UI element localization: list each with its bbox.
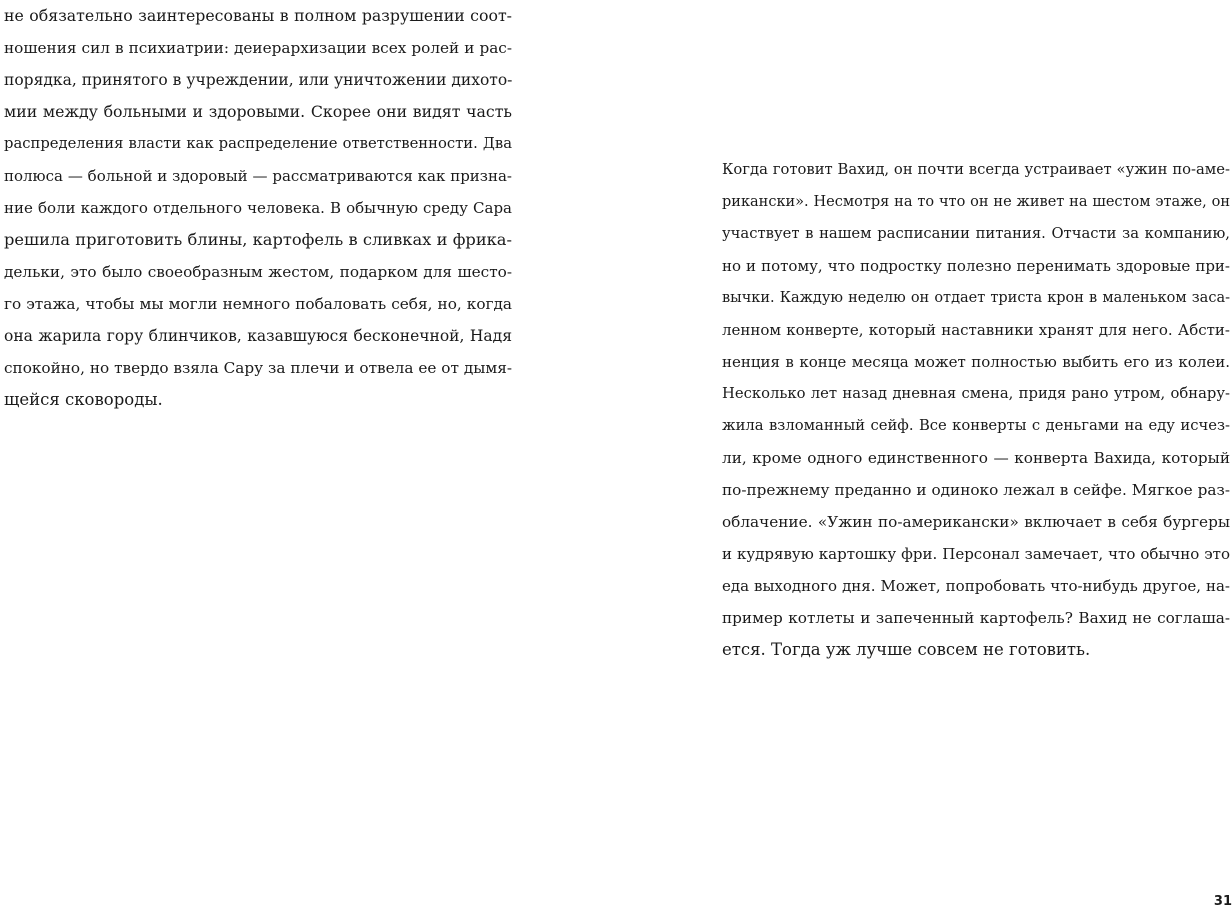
- text-line: вычки. Каждую неделю он отдает триста крон в маленьком заса-: [722, 290, 1230, 306]
- text-line: не обязательно заинтересованы в полном разрушении соот-: [4, 6, 512, 25]
- text-line: по-прежнему преданно и одиноко лежал в сейфе. Мягкое раз-: [722, 481, 1230, 499]
- text-line: но и потому, что подростку полезно перенимать здоровые при-: [722, 257, 1230, 275]
- text-line: и кудрявую картошку фри. Персонал замечает, что обычно это: [722, 545, 1230, 563]
- text-line: облачение. «Ужин по-американски» включает в себя бургеры: [722, 513, 1230, 531]
- text-line: полюса — больной и здоровый — рассматриваются как призна-: [4, 167, 512, 185]
- text-line: порядка, принятого в учреждении, или уничтожении дихото-: [4, 71, 513, 89]
- text-line: ется. Тогда уж лучше совсем не готовить.: [722, 640, 1091, 659]
- text-line: мии между больными и здоровыми. Скорее они видят часть: [4, 102, 512, 121]
- text-line: участвует в нашем расписании питания. Отчасти за компанию,: [722, 225, 1230, 242]
- text-line: ли, кроме одного единственного — конверта Вахида, который: [722, 449, 1230, 467]
- text-line: решила приготовить блины, картофель в сливках и фрика-: [4, 230, 512, 249]
- text-line: еда выходного дня. Может, попробовать что-нибудь другое, на-: [722, 577, 1230, 595]
- text-line: она жарила гору блинчиков, казавшуюся бесконечной, Надя: [4, 327, 512, 345]
- text-line: Несколько лет назад дневная смена, придя рано утром, обнару-: [722, 385, 1230, 402]
- text-line: го этажа, чтобы мы могли немного побаловать себя, но, когда: [4, 295, 512, 313]
- text-line: щейся сковороды.: [4, 390, 163, 409]
- text-line: пример котлеты и запеченный картофель? Вахид не соглаша-: [722, 609, 1230, 627]
- right-page-text: [722, 154, 1230, 666]
- text-line: ние боли каждого отдельного человека. В обычную среду Сара: [4, 199, 512, 217]
- text-line: распределения власти как распределение ответственности. Два: [4, 135, 512, 152]
- text-line: рикански». Несмотря на то что он не живет на шестом этаже, он: [722, 194, 1230, 210]
- text-line: Когда готовит Вахид, он почти всегда устраивает «ужин по-аме-: [722, 161, 1230, 178]
- text-line: ленном конверте, который наставники хранят для него. Абсти-: [722, 321, 1230, 339]
- text-line: дельки, это было своеобразным жестом, подарком для шесто-: [4, 263, 512, 281]
- text-line: ношения сил в психиатрии: деиерархизации всех ролей и рас-: [4, 39, 512, 57]
- text-line: ненция в конце месяца может полностью выбить его из колеи.: [722, 353, 1230, 371]
- text-line: спокойно, но твердо взяла Сару за плечи и отвела ее от дымя-: [4, 359, 512, 377]
- page-number: 31: [1213, 894, 1232, 909]
- text-line: жила взломанный сейф. Все конверты с деньгами на еду исчез-: [722, 417, 1230, 434]
- left-page-text: [4, 0, 512, 416]
